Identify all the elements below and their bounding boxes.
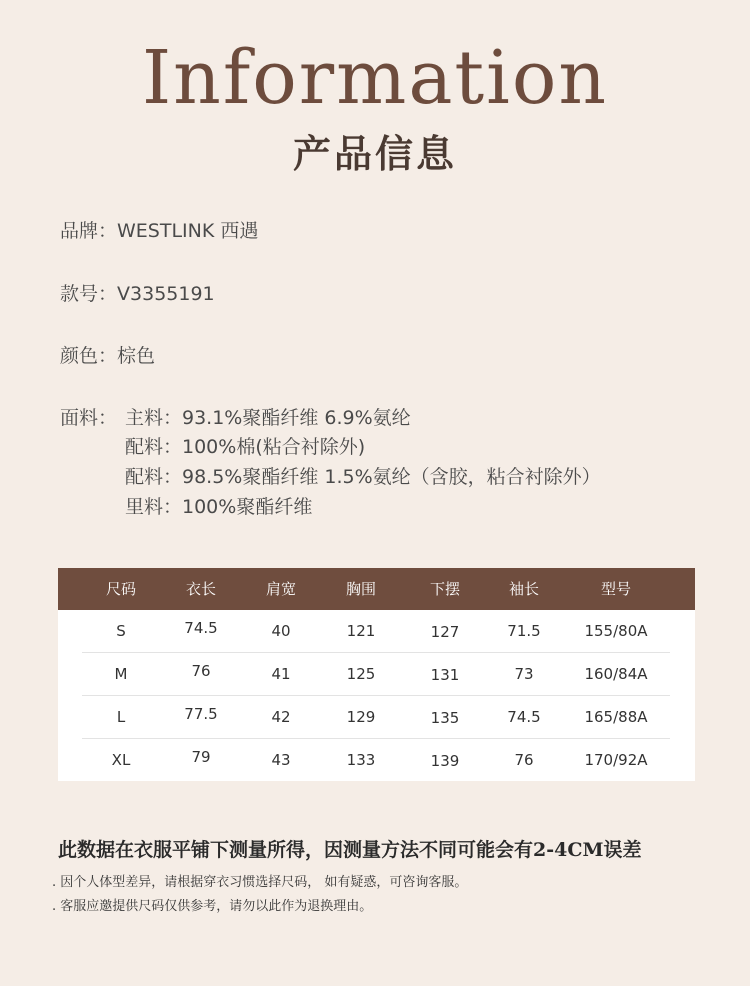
cell-sleeve: 76 bbox=[514, 751, 534, 769]
cell-chest: 125 bbox=[346, 665, 376, 683]
header-size: 尺码 bbox=[105, 580, 136, 598]
table-row bbox=[58, 610, 695, 653]
size-table-header bbox=[58, 568, 695, 610]
cell-size: S bbox=[116, 622, 126, 640]
cell-hem: 139 bbox=[430, 752, 460, 770]
table-row bbox=[58, 696, 695, 739]
cell-hem: 135 bbox=[430, 709, 460, 727]
cell-model: 165/88A bbox=[584, 708, 648, 726]
fabric-line-accessory-2: 配料：98.5%聚酯纤维 1.5%氨纶（含胶，粘合衬除外） bbox=[125, 466, 601, 488]
cell-length: 79 bbox=[191, 748, 211, 766]
style-no-row bbox=[60, 279, 215, 309]
size-table bbox=[58, 568, 695, 781]
cell-size: XL bbox=[111, 751, 131, 769]
fabric-label: 面料： bbox=[60, 407, 118, 429]
header-sleeve: 袖长 bbox=[508, 580, 539, 598]
header-model: 型号 bbox=[600, 580, 631, 598]
cell-length: 76 bbox=[191, 662, 211, 680]
header-shoulder: 肩宽 bbox=[265, 580, 296, 598]
fabric-line-accessory-1: 配料：100%棉(粘合衬除外) bbox=[125, 436, 366, 458]
cell-chest: 121 bbox=[346, 622, 376, 640]
cell-model: 170/92A bbox=[584, 751, 648, 769]
cell-size: L bbox=[116, 708, 126, 726]
cell-sleeve: 73 bbox=[514, 665, 534, 683]
fabric-line-lining: 里料：100%聚酯纤维 bbox=[125, 496, 313, 518]
cell-model: 160/84A bbox=[584, 665, 648, 683]
cell-size: M bbox=[114, 665, 128, 683]
brand-row bbox=[60, 216, 258, 246]
color-row bbox=[60, 341, 155, 371]
measurement-note: 此数据在衣服平铺下测量所得，因测量方法不同可能会有2-4CM误差 bbox=[58, 839, 642, 861]
cell-length: 77.5 bbox=[184, 705, 218, 723]
cell-sleeve: 71.5 bbox=[507, 622, 541, 640]
note-line: . 客服应邀提供尺码仅供参考，请勿以此作为退换理由。 bbox=[52, 899, 373, 914]
table-row bbox=[58, 739, 695, 782]
table-row bbox=[58, 653, 695, 696]
cell-sleeve: 74.5 bbox=[507, 708, 541, 726]
title-cn: 产品信息 bbox=[292, 131, 457, 176]
cell-shoulder: 43 bbox=[271, 751, 291, 769]
style-no-value: V3355191 bbox=[117, 283, 215, 305]
header-hem: 下摆 bbox=[429, 580, 460, 598]
header-chest: 胸围 bbox=[345, 580, 376, 598]
color-value: 棕色 bbox=[117, 345, 156, 367]
cell-chest: 133 bbox=[346, 751, 376, 769]
brand-value: WESTLINK 西遇 bbox=[117, 220, 259, 242]
cell-model: 155/80A bbox=[584, 622, 648, 640]
cell-shoulder: 41 bbox=[271, 665, 291, 683]
cell-hem: 127 bbox=[430, 623, 460, 641]
cell-hem: 131 bbox=[430, 666, 460, 684]
fabric-line-main: 主料：93.1%聚酯纤维 6.9%氨纶 bbox=[125, 407, 411, 429]
cell-shoulder: 40 bbox=[271, 622, 291, 640]
header-length: 衣长 bbox=[185, 580, 216, 598]
note-line: . 因个人体型差异，请根据穿衣习惯选择尺码， 如有疑惑，可咨询客服。 bbox=[52, 875, 468, 890]
color-label: 颜色： bbox=[60, 345, 118, 367]
brand-label: 品牌： bbox=[60, 220, 118, 242]
cell-chest: 129 bbox=[346, 708, 376, 726]
cell-shoulder: 42 bbox=[271, 708, 291, 726]
cell-length: 74.5 bbox=[184, 619, 218, 637]
title-en: Information bbox=[141, 35, 609, 121]
style-no-label: 款号： bbox=[60, 283, 118, 305]
